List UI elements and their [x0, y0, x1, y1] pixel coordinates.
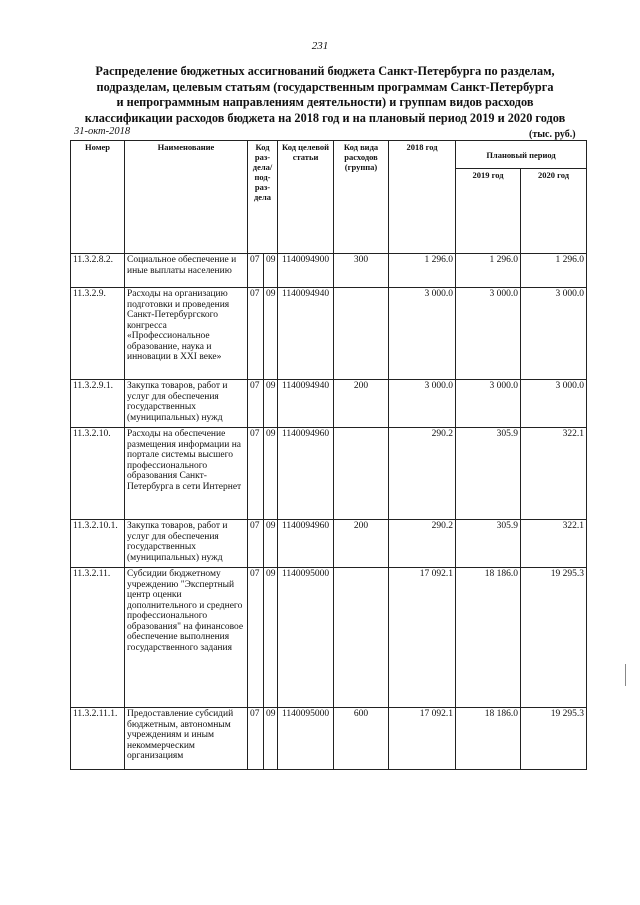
row-subsection-code: 09: [264, 380, 278, 428]
header-planned-period: Плановый период: [456, 141, 587, 169]
row-amount-2018: 3 000.0: [389, 380, 456, 428]
row-amount-2019: 305.9: [456, 520, 521, 568]
row-name: Предоставление субсидий бюджетным, автономным учреждениям и иным некоммерческим организациям: [125, 708, 248, 770]
row-amount-2018: 290.2: [389, 520, 456, 568]
row-expense-kind: 200: [334, 380, 389, 428]
header-target-code: Код целевой статьи: [278, 141, 334, 254]
row-section-code: 07: [248, 428, 264, 520]
row-section-code: 07: [248, 708, 264, 770]
row-number: 11.3.2.11.1.: [71, 708, 125, 770]
row-expense-kind: 200: [334, 520, 389, 568]
header-year-2019: 2019 год: [456, 169, 521, 254]
title-line-4: классификации расходов бюджета на 2018 год и на плановый период 2019 и 2020 годов: [84, 110, 566, 125]
row-number: 11.3.2.9.1.: [71, 380, 125, 428]
table-row: [71, 380, 587, 428]
table-row: [71, 288, 587, 380]
header-number: Номер: [71, 141, 125, 254]
table-row: [71, 254, 587, 288]
row-target-code: 1140094960: [278, 428, 334, 520]
row-section-code: 07: [248, 380, 264, 428]
row-subsection-code: 09: [264, 568, 278, 708]
row-target-code: 1140095000: [278, 708, 334, 770]
row-target-code: 1140094960: [278, 520, 334, 568]
row-amount-2018: 17 092.1: [389, 708, 456, 770]
budget-table: [70, 140, 587, 770]
row-amount-2020: 3 000.0: [521, 380, 587, 428]
row-section-code: 07: [248, 520, 264, 568]
row-expense-kind: [334, 428, 389, 520]
row-section-code: 07: [248, 288, 264, 380]
row-amount-2020: 322.1: [521, 520, 587, 568]
row-amount-2019: 18 186.0: [456, 568, 521, 708]
row-target-code: 1140095000: [278, 568, 334, 708]
row-name: Социальное обеспечение и иные выплаты населению: [125, 254, 248, 288]
row-subsection-code: 09: [264, 520, 278, 568]
row-amount-2020: 19 295.3: [521, 708, 587, 770]
row-amount-2020: 3 000.0: [521, 288, 587, 380]
page-number: 231: [311, 40, 329, 52]
row-target-code: 1140094940: [278, 288, 334, 380]
header-year-2018: 2018 год: [389, 141, 456, 254]
row-expense-kind: 600: [334, 708, 389, 770]
row-target-code: 1140094940: [278, 380, 334, 428]
header-expense-kind: Код вида расходов (группа): [334, 141, 389, 254]
row-number: 11.3.2.11.: [71, 568, 125, 708]
table-row: [71, 708, 587, 770]
document-date: 31-окт-2018: [74, 126, 131, 137]
row-number: 11.3.2.9.: [71, 288, 125, 380]
table-row: [71, 520, 587, 568]
table-row: [71, 568, 587, 708]
row-name: Расходы на обеспечение размещения информации на портале системы высшего профессионального образования Санкт-Петербурга в сети Интернет: [125, 428, 248, 520]
row-amount-2019: 3 000.0: [456, 288, 521, 380]
row-amount-2018: 1 296.0: [389, 254, 456, 288]
header-name: Наименование: [125, 141, 248, 254]
row-subsection-code: 09: [264, 428, 278, 520]
title-line-3: и непрограммным направлениям деятельности) и группам видов расходов: [116, 95, 534, 109]
margin-mark: [625, 664, 626, 686]
row-name: Закупка товаров, работ и услуг для обеспечения государственных (муниципальных) нужд: [125, 520, 248, 568]
row-expense-kind: [334, 288, 389, 380]
row-amount-2019: 3 000.0: [456, 380, 521, 428]
row-target-code: 1140094900: [278, 254, 334, 288]
row-amount-2020: 19 295.3: [521, 568, 587, 708]
row-subsection-code: 09: [264, 708, 278, 770]
row-amount-2020: 322.1: [521, 428, 587, 520]
row-subsection-code: 09: [264, 288, 278, 380]
row-amount-2018: 17 092.1: [389, 568, 456, 708]
row-name: Закупка товаров, работ и услуг для обеспечения государственных (муниципальных) нужд: [125, 380, 248, 428]
header-section-code: Код раз-дела/ под-раз-дела: [248, 141, 278, 254]
row-subsection-code: 09: [264, 254, 278, 288]
row-number: 11.3.2.10.: [71, 428, 125, 520]
row-expense-kind: [334, 568, 389, 708]
row-section-code: 07: [248, 568, 264, 708]
units-label: (тыс. руб.): [529, 129, 576, 140]
row-number: 11.3.2.10.1.: [71, 520, 125, 568]
row-name: Субсидии бюджетному учреждению "Экспертный центр оценки дополнительного и среднего профессионального образования" на финансовое обеспечение выполнения государственного задания: [125, 568, 248, 708]
row-amount-2018: 290.2: [389, 428, 456, 520]
row-amount-2019: 1 296.0: [456, 254, 521, 288]
row-amount-2018: 3 000.0: [389, 288, 456, 380]
row-expense-kind: 300: [334, 254, 389, 288]
row-section-code: 07: [248, 254, 264, 288]
title-line-2: подразделам, целевым статьям (государственным программам Санкт-Петербурга: [96, 79, 554, 94]
row-amount-2019: 305.9: [456, 428, 521, 520]
header-year-2020: 2020 год: [521, 169, 587, 254]
row-name: Расходы на организацию подготовки и проведения Санкт-Петербургского конгресса «Профессиональное образование, наука и инновации в XXI веке»: [125, 288, 248, 380]
row-number: 11.3.2.8.2.: [71, 254, 125, 288]
document-title: [60, 64, 590, 126]
row-amount-2020: 1 296.0: [521, 254, 587, 288]
title-line-1: Распределение бюджетных ассигнований бюджета Санкт-Петербурга по разделам,: [95, 64, 555, 78]
row-amount-2019: 18 186.0: [456, 708, 521, 770]
table-row: [71, 428, 587, 520]
